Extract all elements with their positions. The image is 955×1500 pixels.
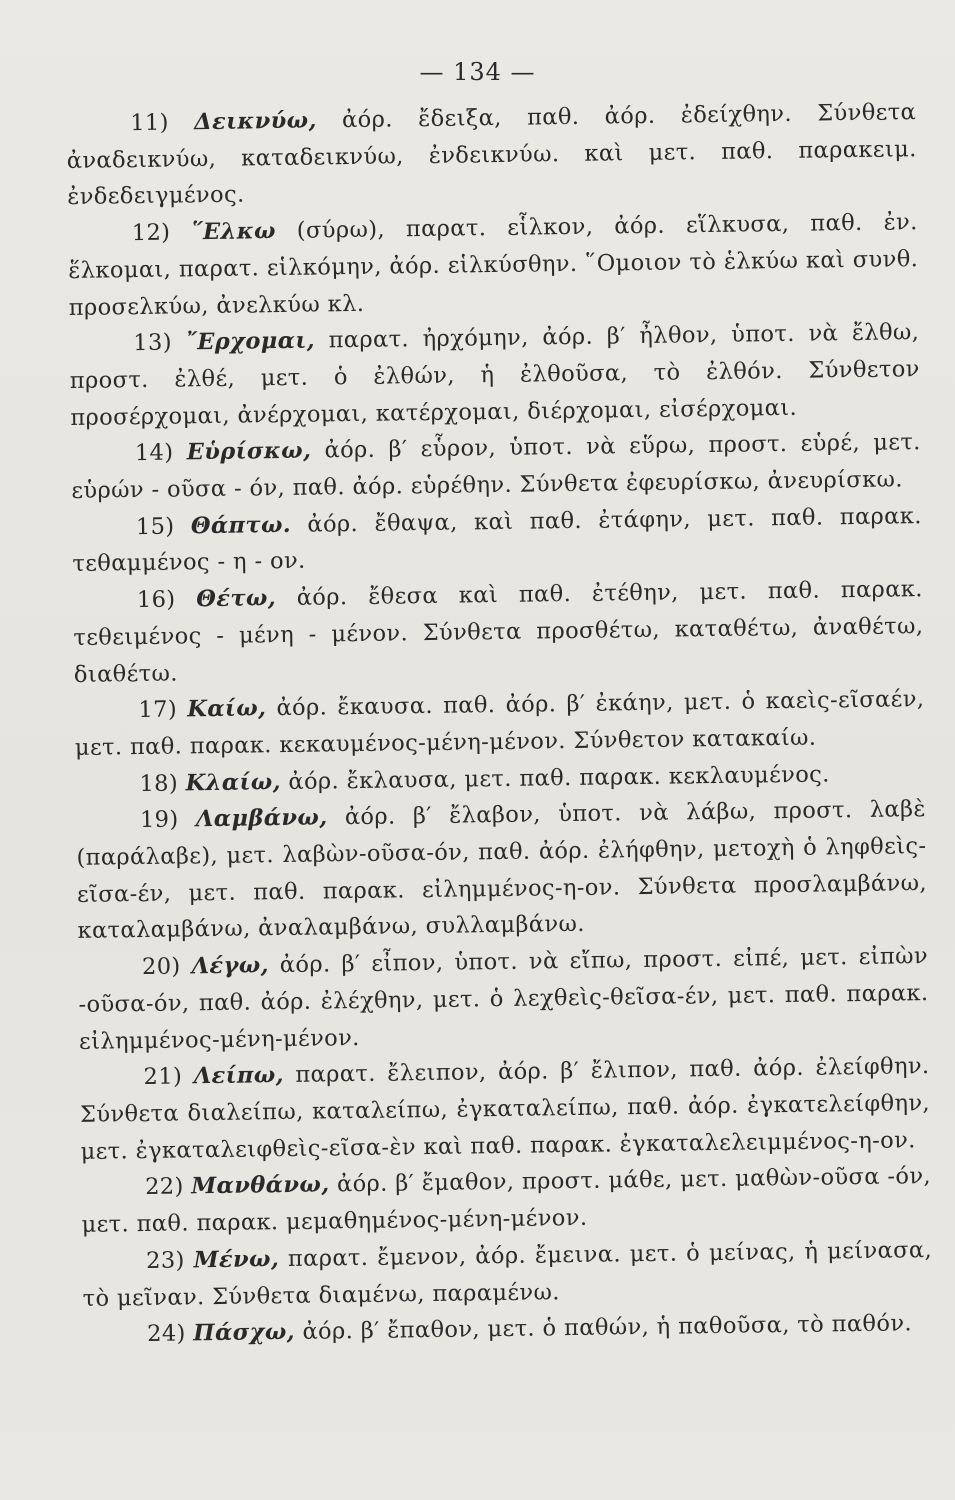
entry-text: ἀόρ. β′ ἔμαθον, προστ. μάθε, μετ. μαθὼν-οῦσα -όν, μετ. παθ. παρακ. μεμαθημένος-μένη-μένον.: [81, 1163, 932, 1238]
verb-entry: [66, 94, 917, 216]
verb-entry: [73, 571, 924, 693]
entry-lemma: Θέτω,: [196, 585, 277, 613]
entry-number: 21): [143, 1063, 183, 1091]
entry-number: 13): [133, 329, 173, 357]
verb-entry: [78, 938, 929, 1060]
verb-entry: [82, 1232, 933, 1317]
entry-text: ἀόρ. ἔκαυσα. παθ. ἀόρ. β′ ἐκάην, μετ. ὁ καεὶς-εῖσαέν, μετ. παθ. παρακ. κεκαυμένος-μένη-μένον. Σύνθετον κατακαίω.: [74, 686, 925, 761]
entry-lemma: ῎Ερχομαι,: [185, 327, 316, 356]
entry-lemma: Πάσχω,: [193, 1319, 296, 1347]
entry-text: παρατ. ἠρχόμην, ἀόρ. β′ ἦλθον, ὑποτ. νὰ ἔλθω, προστ. ἐλθέ, μετ. ὁ ἐλθών, ἡ ἐλθοῦσα, τὸ ἐλθόν. Σύνθετον προσέρχομαι, ἀνέρχομαι, κατέρχομαι, διέρχομαι, εἰσέρχομαι.: [69, 319, 920, 431]
entry-lemma: ῞Ελκω: [191, 218, 277, 246]
entry-number: 17): [138, 696, 178, 724]
entry-text: παρατ. ἔλειπον, ἀόρ. β′ ἔλιπον, παθ. ἀόρ. ἐλείφθην. Σύνθετα διαλείπω, καταλείπω, ἐγκαταλείπω, παθ. ἀόρ. ἐγκατελείφθην, μετ. ἐγκαταλειφθεὶς-εῖσα-ὲν καὶ παθ. παρακ. ἐγκαταλελειμμένος-η-ον.: [79, 1053, 931, 1165]
verb-entry: [79, 1048, 930, 1170]
entry-number: 11): [130, 109, 170, 137]
entry-number: 14): [134, 439, 174, 467]
entry-lemma: Λέγω,: [191, 952, 270, 980]
verb-entry: [69, 314, 920, 436]
entry-lemma: Θάπτω.: [190, 511, 292, 540]
verb-entry: [68, 204, 919, 326]
entry-text: ἀόρ. ἔδειξα, παθ. ἀόρ. ἐδείχθην. Σύνθετα ἀναδεικνύω, καταδεικνύω, ἐνδεικνύω. καὶ μετ. παθ. παρακειμ. ἐνδεδειγμένος.: [66, 99, 917, 211]
entry-text: ἀόρ. β′ εἶπον, ὑποτ. νὰ εἴπω, προστ. εἰπέ, μετ. εἰπὼν -οῦσα-όν, παθ. ἀόρ. ἐλέχθην, μετ. ὁ λεχθεὶς-θεῖσα-έν, μετ. παθ. παρακ. εἰλημμένος-μένη-μένον.: [78, 943, 929, 1055]
entry-text: ἀόρ. β′ ἔλαβον, ὑποτ. νὰ λάβω, προστ. λαβὲ (παράλαβε), μετ. λαβὼν-οῦσα-όν, παθ. ἀόρ. ἐλήφθην, μετοχὴ ὁ ληφθεὶς-εῖσα-έν, μετ. παθ. παρακ. εἰλημμένος-η-ον. Σύνθετα προσλαμβάνω, καταλαμβάνω, ἀναλαμβάνω, συλλαμβάνω.: [76, 796, 928, 945]
verb-entry: [76, 791, 928, 950]
verb-entry: [72, 498, 923, 583]
entry-text: ἀόρ. ἔθεσα καὶ παθ. ἐτέθην, μετ. παθ. παρακ. τεθειμένος - μένη - μένον. Σύνθετα προσθέτω, καταθέτω, ἀναθέτω, διαθέτω.: [73, 576, 924, 688]
page-number: — 134 —: [419, 58, 536, 86]
entry-number: 15): [135, 513, 175, 540]
entry-number: 19): [139, 806, 179, 834]
entry-number: 20): [141, 953, 181, 981]
entry-text: παρατ. ἔμενον, ἀόρ. ἔμεινα. μετ. ὁ μείνας, ἡ μείνασα, τὸ μεῖναν. Σύνθετα διαμένω, παραμένω.: [82, 1236, 933, 1312]
entry-number: 22): [144, 1173, 184, 1201]
entry-text: ἀόρ. β′ εὗρον, ὑποτ. νὰ εὕρω, προστ. εὑρέ, μετ. εὑρών - οῦσα - όν, παθ. ἀόρ. εὑρέθην. Σύνθετα ἐφευρίσκω, ἀνευρίσκω.: [71, 429, 921, 504]
entry-text: ἀόρ. ἔθαψα, καὶ παθ. ἐτάφην, μετ. παθ. παρακ. τεθαμμένος - η - ον.: [72, 502, 922, 578]
entry-lemma: Λαμβάνω,: [195, 804, 328, 833]
entry-number: 16): [136, 586, 176, 614]
entry-number: 23): [145, 1247, 185, 1274]
entry-text: ἀόρ. ἔκλαυσα, μετ. παθ. παρακ. κεκλαυμένος.: [280, 761, 830, 795]
entry-number: 12): [131, 219, 171, 247]
entry-lemma: Κλαίω,: [185, 768, 282, 797]
verb-entry: [74, 681, 925, 766]
entry-number: 24): [146, 1320, 186, 1348]
entry-text: ἀόρ. β′ ἔπαθον, μετ. ὁ παθών, ἡ παθοῦσα, τὸ παθόν.: [294, 1310, 913, 1346]
entry-number: 18): [139, 770, 179, 797]
entry-lemma: Εὑρίσκω,: [186, 437, 312, 466]
verb-entry: [71, 424, 922, 509]
entry-lemma: Μανθάνω,: [191, 1171, 330, 1200]
entry-text: (σύρω), παρατ. εἷλκον, ἀόρ. εἵλκυσα, παθ. ἐν. ἕλκομαι, παρατ. εἱλκόμην, ἀόρ. εἱλκύσθην. ῞Ομοιον τὸ ἑλκύω καὶ συνθ. προσελκύω, ἀνελκύω κλ.: [68, 209, 919, 321]
entry-lemma: Μένω,: [193, 1245, 280, 1274]
entry-lemma: Καίω,: [187, 695, 267, 723]
verb-entry: [81, 1158, 932, 1243]
entry-lemma: Λείπω,: [193, 1062, 285, 1090]
verb-entry-list: [66, 94, 933, 1354]
entry-lemma: Δεικνύω,: [194, 107, 317, 136]
